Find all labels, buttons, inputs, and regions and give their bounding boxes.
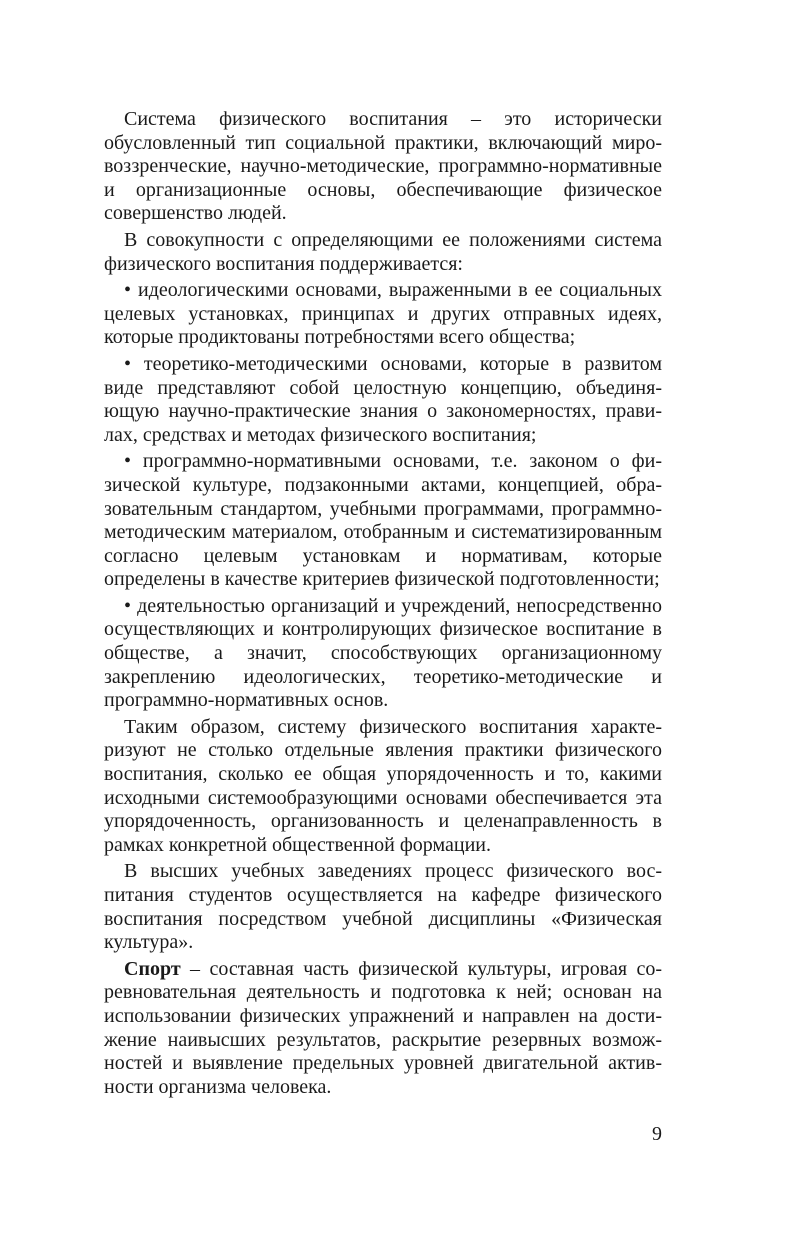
paragraph-sport-definition bbox=[104, 958, 662, 1100]
list-item-text: идеологическими основами, выраженными в ее социальных целевых установках, принципах и других отправных идеях, которые продиктованы потребностями всего общества; bbox=[104, 279, 662, 349]
list-item-normative bbox=[104, 450, 662, 592]
paragraph-text: В высших учебных заведениях процесс физического воспитания студентов осуществляется на кафедре физического воспитания посредством учебной дисциплины «Физическая культура». bbox=[104, 860, 662, 954]
list-item-text: теоретико-методическими основами, которые в развитом виде представляют собой целостную концепцию, объединяющую научно-практические знания о закономерностях, правилах, средствах и методах физического воспитания; bbox=[104, 352, 662, 446]
list-item-ideological bbox=[104, 279, 662, 350]
list-item-text: деятельностью организаций и учреждений, непосредственно осуществляющих и контролирующих физическое воспитание в обществе, а значит, способствующих организационному закреплению идеологических, теоретико-методические и программно-нормативных основ. bbox=[104, 594, 662, 712]
bullet-icon: • bbox=[124, 450, 132, 473]
paragraph-summary bbox=[104, 716, 662, 858]
bullet-icon: • bbox=[124, 352, 132, 375]
paragraph-text: – составная часть физической культуры, игровая соревновательная деятельность и подготовка к ней; основан на использовании физических упражнений и направлен на достижение наивысших результатов, раскрытие резервных возможностей и выявление предельных уровней двигательной активности организма человека. bbox=[104, 957, 662, 1098]
term-sport: Спорт bbox=[124, 957, 181, 980]
paragraph-universities bbox=[104, 860, 662, 954]
list-item-text: программно-нормативными основами, т.е. законом о физической культуре, подзаконными актами, концепцией, образовательным стандартом, учебными программами, программно-методическим материалом, отобранным и систематизированным согласно целевым установкам и нормативам, которые определены в качестве критериев физической подготовленности; bbox=[104, 450, 662, 591]
body-text bbox=[104, 108, 662, 1099]
paragraph-intro-list bbox=[104, 229, 662, 276]
paragraph-text: Таким образом, систему физического воспитания характеризуют не столько отдельные явления практики физического воспитания, сколько ее общая упорядоченность и то, какими исходными системообразующими основами обеспечивается эта упорядоченность, организованность и целенаправленность в рамках конкретной общественной формации. bbox=[104, 715, 662, 856]
bullet-icon: • bbox=[124, 279, 132, 302]
page-number: 9 bbox=[652, 1123, 662, 1145]
paragraph-text: Система физического воспитания – это исторически обусловленный тип социальной практики, включающий мировоззренческие, научно-методические, программно-нормативные и организационные основы, обеспечивающие физическое совершенство людей. bbox=[104, 108, 662, 225]
paragraph-definition bbox=[104, 108, 662, 226]
list-item-theoretical bbox=[104, 353, 662, 447]
list-item-organizations bbox=[104, 595, 662, 713]
bullet-icon: • bbox=[124, 594, 132, 617]
paragraph-text: В совокупности с определяющими ее положениями система физического воспитания поддерживается: bbox=[104, 228, 662, 275]
